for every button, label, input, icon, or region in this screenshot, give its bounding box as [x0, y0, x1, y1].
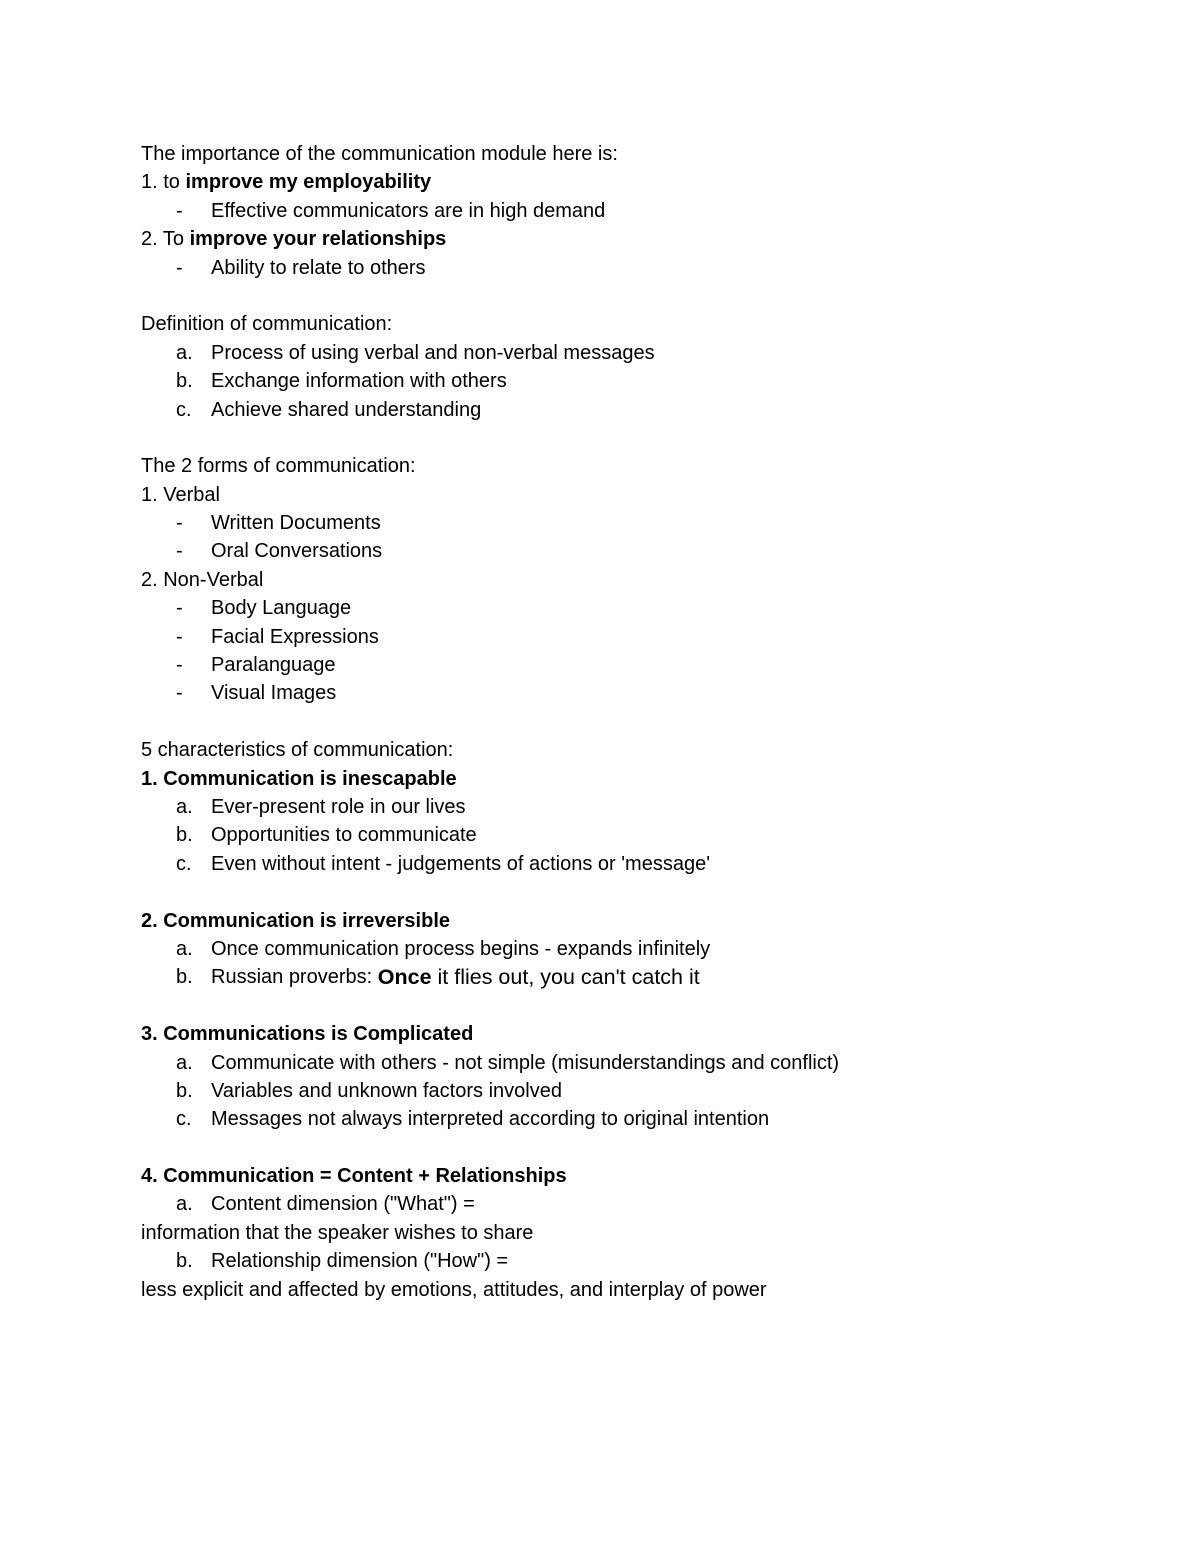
- forms-nonverbal-item: [141, 594, 1091, 622]
- dash-marker: -: [176, 597, 183, 620]
- characteristic-2-item-text: Once communication process begins - expands infinitely: [211, 937, 711, 960]
- characteristic-2-item-bold: Once: [377, 965, 432, 990]
- characteristic-1-item: [141, 793, 1091, 821]
- characteristic-1-item: [141, 821, 1091, 849]
- characteristic-3-item-text: Messages not always interpreted according to original intention: [211, 1108, 770, 1131]
- characteristic-2-item-prefix: Russian proverbs:: [211, 966, 378, 989]
- list-marker: a.: [176, 937, 193, 960]
- forms-nonverbal-item: [141, 651, 1091, 679]
- characteristic-2-item-rest: it flies out, you can't catch it: [431, 965, 700, 990]
- definition-item-text: Achieve shared understanding: [211, 398, 482, 421]
- importance-item-2-prefix: 2. To: [141, 228, 190, 251]
- characteristic-3-item: [141, 1105, 1091, 1133]
- characteristic-2-item: [141, 935, 1091, 963]
- forms-nonverbal-item-text: Facial Expressions: [211, 625, 379, 648]
- characteristic-4-title: 4. Communication = Content + Relationships: [141, 1165, 567, 1188]
- importance-item-1-sub-text: Effective communicators are in high demand: [211, 199, 606, 222]
- importance-item-1-bold: improve my employability: [185, 171, 432, 194]
- characteristics-heading: 5 characteristics of communication:: [141, 739, 454, 762]
- forms-nonverbal-item: [141, 679, 1091, 707]
- dash-marker: -: [176, 512, 183, 535]
- list-marker: c.: [176, 398, 192, 421]
- characteristic-3-item: [141, 1077, 1091, 1105]
- spacer: [141, 424, 1091, 452]
- characteristic-3-item-text: Variables and unknown factors involved: [211, 1079, 562, 1102]
- forms-nonverbal-item-text: Paralanguage: [211, 654, 336, 677]
- list-marker: b.: [176, 824, 193, 847]
- list-marker: a.: [176, 795, 193, 818]
- forms-nonverbal-item: [141, 623, 1091, 651]
- importance-item-2-sub-text: Ability to relate to others: [211, 256, 426, 279]
- list-marker: a.: [176, 1193, 193, 1216]
- importance-item-1-prefix: 1. to: [141, 171, 186, 194]
- dash-marker: -: [176, 654, 183, 677]
- characteristic-2-item: [141, 963, 1091, 991]
- spacer: [141, 992, 1091, 1020]
- list-marker: a.: [176, 1051, 193, 1074]
- importance-item-2-bold: improve your relationships: [189, 228, 447, 251]
- dash-marker: -: [176, 540, 183, 563]
- spacer: [141, 1134, 1091, 1162]
- characteristic-2-title: 2. Communication is irreversible: [141, 909, 450, 932]
- characteristic-3-item-text: Communicate with others - not simple (misunderstandings and conflict): [211, 1051, 840, 1074]
- characteristic-1-item-text: Opportunities to communicate: [211, 824, 477, 847]
- characteristic-4-item-continuation: less explicit and affected by emotions, attitudes, and interplay of power: [141, 1278, 767, 1301]
- characteristic-4-item-text: Relationship dimension ("How") =: [211, 1250, 509, 1273]
- forms-verbal: 1. Verbal: [141, 483, 220, 506]
- characteristic-4-item: [141, 1247, 1091, 1275]
- definition-heading: Definition of communication:: [141, 313, 393, 336]
- definition-item: [141, 367, 1091, 395]
- characteristic-1-item: [141, 850, 1091, 878]
- characteristic-3-title: 3. Communications is Complicated: [141, 1023, 474, 1046]
- characteristic-1-title: 1. Communication is inescapable: [141, 767, 457, 790]
- importance-item-2: [141, 225, 1091, 253]
- list-marker: c.: [176, 852, 192, 875]
- forms-verbal-item-text: Oral Conversations: [211, 540, 383, 563]
- dash-marker: -: [176, 682, 183, 705]
- list-marker: b.: [176, 966, 193, 989]
- characteristic-4-item-continuation: information that the speaker wishes to share: [141, 1221, 534, 1244]
- definition-item: [141, 396, 1091, 424]
- definition-item-text: Process of using verbal and non-verbal messages: [211, 341, 655, 364]
- definition-item-text: Exchange information with others: [211, 370, 507, 393]
- importance-item-1-sub: [141, 197, 1091, 225]
- forms-nonverbal-item-text: Visual Images: [211, 682, 337, 705]
- importance-item-2-sub: [141, 254, 1091, 282]
- forms-verbal-item-text: Written Documents: [211, 512, 381, 535]
- characteristic-4-item-text: Content dimension ("What") =: [211, 1193, 475, 1216]
- forms-verbal-item: [141, 509, 1091, 537]
- characteristic-4-item: [141, 1190, 1091, 1218]
- document-page: [141, 140, 1091, 1304]
- spacer: [141, 878, 1091, 906]
- importance-item-1: [141, 168, 1091, 196]
- forms-nonverbal-item-text: Body Language: [211, 597, 352, 620]
- importance-heading: The importance of the communication module here is:: [141, 143, 618, 165]
- dash-marker: -: [176, 625, 183, 648]
- forms-heading: The 2 forms of communication:: [141, 455, 416, 478]
- characteristic-3-item: [141, 1049, 1091, 1077]
- characteristic-1-item-text: Ever-present role in our lives: [211, 795, 466, 818]
- list-marker: b.: [176, 370, 193, 393]
- spacer: [141, 708, 1091, 736]
- dash-marker: -: [176, 256, 183, 279]
- list-marker: c.: [176, 1108, 192, 1131]
- forms-verbal-item: [141, 537, 1091, 565]
- list-marker: b.: [176, 1079, 193, 1102]
- forms-nonverbal: 2. Non-Verbal: [141, 568, 264, 591]
- list-marker: a.: [176, 341, 193, 364]
- characteristic-1-item-text: Even without intent - judgements of actions or 'message': [211, 852, 711, 875]
- definition-item: [141, 339, 1091, 367]
- list-marker: b.: [176, 1250, 193, 1273]
- dash-marker: -: [176, 199, 183, 222]
- spacer: [141, 282, 1091, 310]
